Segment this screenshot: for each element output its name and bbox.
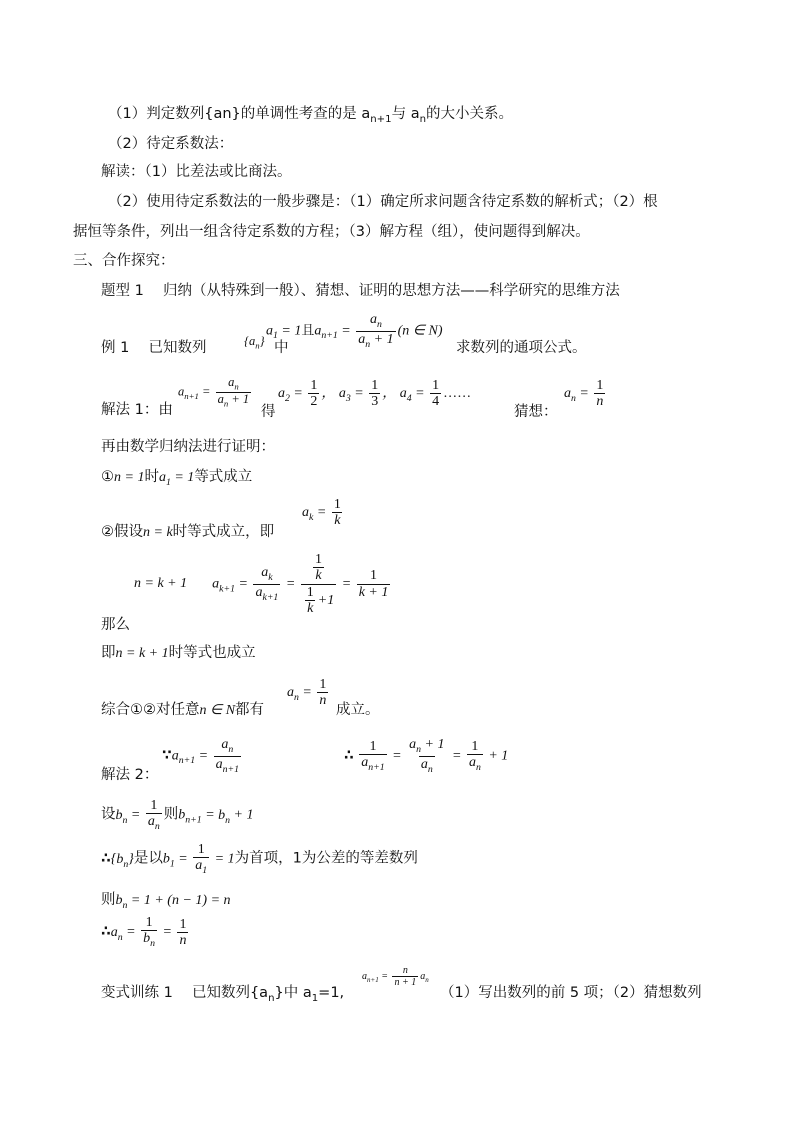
step1-when: 时 (144, 469, 159, 485)
example-1-formula: $a_1 = 1$且$a_{n+1}$ = $\frac{a_n}{a_n + 1}$ (n ∈ N) (266, 312, 443, 350)
bianshi-b2: 1 (311, 992, 319, 1004)
then-label (101, 615, 130, 635)
step1-end: 等式成立 (194, 469, 253, 485)
induction-derivation: n = k + 1 $a_{k+1}$ = $\frac{a_k}{a_{k+1}}$ = $\frac{1}{k}$ $\frac{1}{k}$ +1 = $\frac{1}{k + 1}$ (134, 552, 389, 617)
ze2: 则 (101, 892, 116, 908)
l1-sub1: n+1 (370, 113, 392, 125)
bianshi-a: 变式训练 1 已知数列{ (101, 985, 260, 1001)
l1-end: 的大小关系。 (426, 106, 514, 122)
question-type-heading (101, 281, 620, 301)
text-line-2 (108, 134, 233, 154)
bianshi-d: （1）写出数列的前 5 项；（2）猜想数列 (440, 985, 702, 1001)
example-1-text (101, 338, 206, 358)
solution-1-guess-formula: $a_n$ = $\frac{1}{n}$ (564, 378, 604, 410)
solution-1-label (101, 400, 173, 420)
induction-step-2: ②假设n = k时等式成立，即 (101, 524, 275, 540)
l7-text: 题型 1 归纳（从特殊到一般）、猜想、证明的思想方法——科学研究的思维方法 (101, 283, 620, 299)
wei-shouxiang: 为首项， (234, 850, 293, 867)
ex1-a: 例 1 已知数列 (101, 340, 207, 356)
solution-2-substitution: 设$b_n$ = $\frac{1}{a_n}$ 则$b_{n+1} = b_n + 1$ (101, 798, 254, 833)
text-line-4 (108, 192, 658, 212)
l4-text: （2）使用待定系数法的一般步骤是：（1）确定所求问题含待定系数的解析式；（2）根 (108, 194, 658, 210)
solution-2-label (101, 765, 158, 785)
ze: 则 (163, 806, 179, 823)
text-line-1 (108, 104, 513, 130)
text-line-3 (101, 162, 291, 182)
sol1-guess: 猜想： (514, 404, 558, 420)
l1-mid: 与 a (391, 106, 420, 122)
induction-step-1: ①n = 1时$a_1 = 1$等式成立 (101, 469, 253, 488)
shi-yi: 是以 (133, 850, 163, 867)
l1-sub2: n (419, 113, 427, 125)
sol1-a: 解法 1：由 (101, 402, 173, 418)
combined-formula: $a_n$ = $\frac{1}{n}$ (287, 677, 327, 709)
solution-2-bn: 则$b_n = 1 + (n - 1) = n$ (101, 892, 231, 911)
solution-2-reciprocal: ∴ $\frac{1}{a_{n+1}}$ = $\frac{a_n + 1}{a_n}$ = $\frac{1}{a_n}$ + 1 (344, 737, 509, 775)
step1-mark: ① (101, 469, 114, 485)
solution-2-result: $\therefore a_n$ = $\frac{1}{b_n}$ = $\frac{1}{n}$ (101, 915, 187, 950)
ex1-b: 中 (274, 340, 289, 356)
bianshi-c: =1, (318, 985, 345, 1001)
solution-1-guess (514, 402, 558, 422)
solution-2-arithmetic: $\therefore\{b_n\}$是以$b_1$ = $\frac{1}{a_1}$ = 1为首项，1为公差的等差数列 (101, 842, 418, 877)
solution-1-terms: $a_2$ = $\frac{1}{2}$ ， $a_3$ = $\frac{1}{3}$ ， $a_4$ = $\frac{1}{4}$ …… (278, 378, 472, 410)
l3-text: 解读：（1）比差法或比商法。 (101, 164, 292, 180)
combined-end (336, 700, 380, 720)
l5-text: 据恒等条件，列出一组含待定系数的方程；（3）解方程（组），使问题得到解决。 (73, 224, 590, 240)
l1-text: （1）判定数列{an}的单调性考查的是 a (108, 106, 371, 122)
variant-training-tail (440, 983, 702, 1003)
zonghe-a: 综合①②对任意 (101, 702, 200, 718)
section-heading (73, 251, 175, 271)
then-text: 那么 (101, 617, 130, 633)
induction-conclusion: 即n = k + 1时等式也成立 (101, 645, 256, 661)
variant-training-1 (101, 983, 344, 1009)
ji-b: 时等式也成立 (168, 645, 256, 661)
example-1-ask (456, 338, 587, 358)
sol1-b: 得 (261, 404, 276, 420)
step2-a: ②假设 (101, 524, 143, 540)
induction-intro (101, 437, 275, 457)
sol2-text: 解法 2： (101, 767, 159, 783)
ji-a: 即 (101, 645, 116, 661)
zonghe-c: 成立。 (336, 702, 380, 718)
l6-text: 三、合作探究： (73, 253, 175, 269)
bianshi-b: }中 a (274, 985, 312, 1001)
example-1-seq: $\{a_n\}$ (244, 334, 265, 351)
text-line-5 (73, 222, 590, 242)
induct-text: 再由数学归纳法进行证明： (101, 439, 275, 455)
ex1-c: 求数列的通项公式。 (456, 340, 587, 356)
she: 设 (101, 806, 116, 823)
sol1-dots: …… (443, 386, 472, 402)
solution-2-recurrence: $\because a_{n+1}$ = $\frac{a_n}{a_{n+1}}$ (162, 737, 240, 775)
gongcha: 1为公差的等差数列 (292, 850, 418, 867)
zonghe-b: 都有 (235, 702, 265, 718)
combined-conclusion: 综合①②对任意n ∈ N都有 (101, 702, 265, 718)
solution-1-de (261, 402, 276, 422)
bianshi-a3: n (268, 992, 275, 1004)
solution-1-recurrence: $a_{n+1}$ = $\frac{a_n}{a_n + 1}$ (178, 375, 250, 409)
step2-b: 时等式成立，即 (172, 524, 275, 540)
induction-hypothesis-formula: $a_k$ = $\frac{1}{k}$ (302, 497, 341, 529)
variant-formula: $a_{n+1}$ = $\frac{n}{n + 1}$ $a_n$ (362, 965, 429, 988)
bianshi-a2: a (259, 985, 269, 1001)
l2-text: （2）待定系数法： (108, 136, 234, 152)
